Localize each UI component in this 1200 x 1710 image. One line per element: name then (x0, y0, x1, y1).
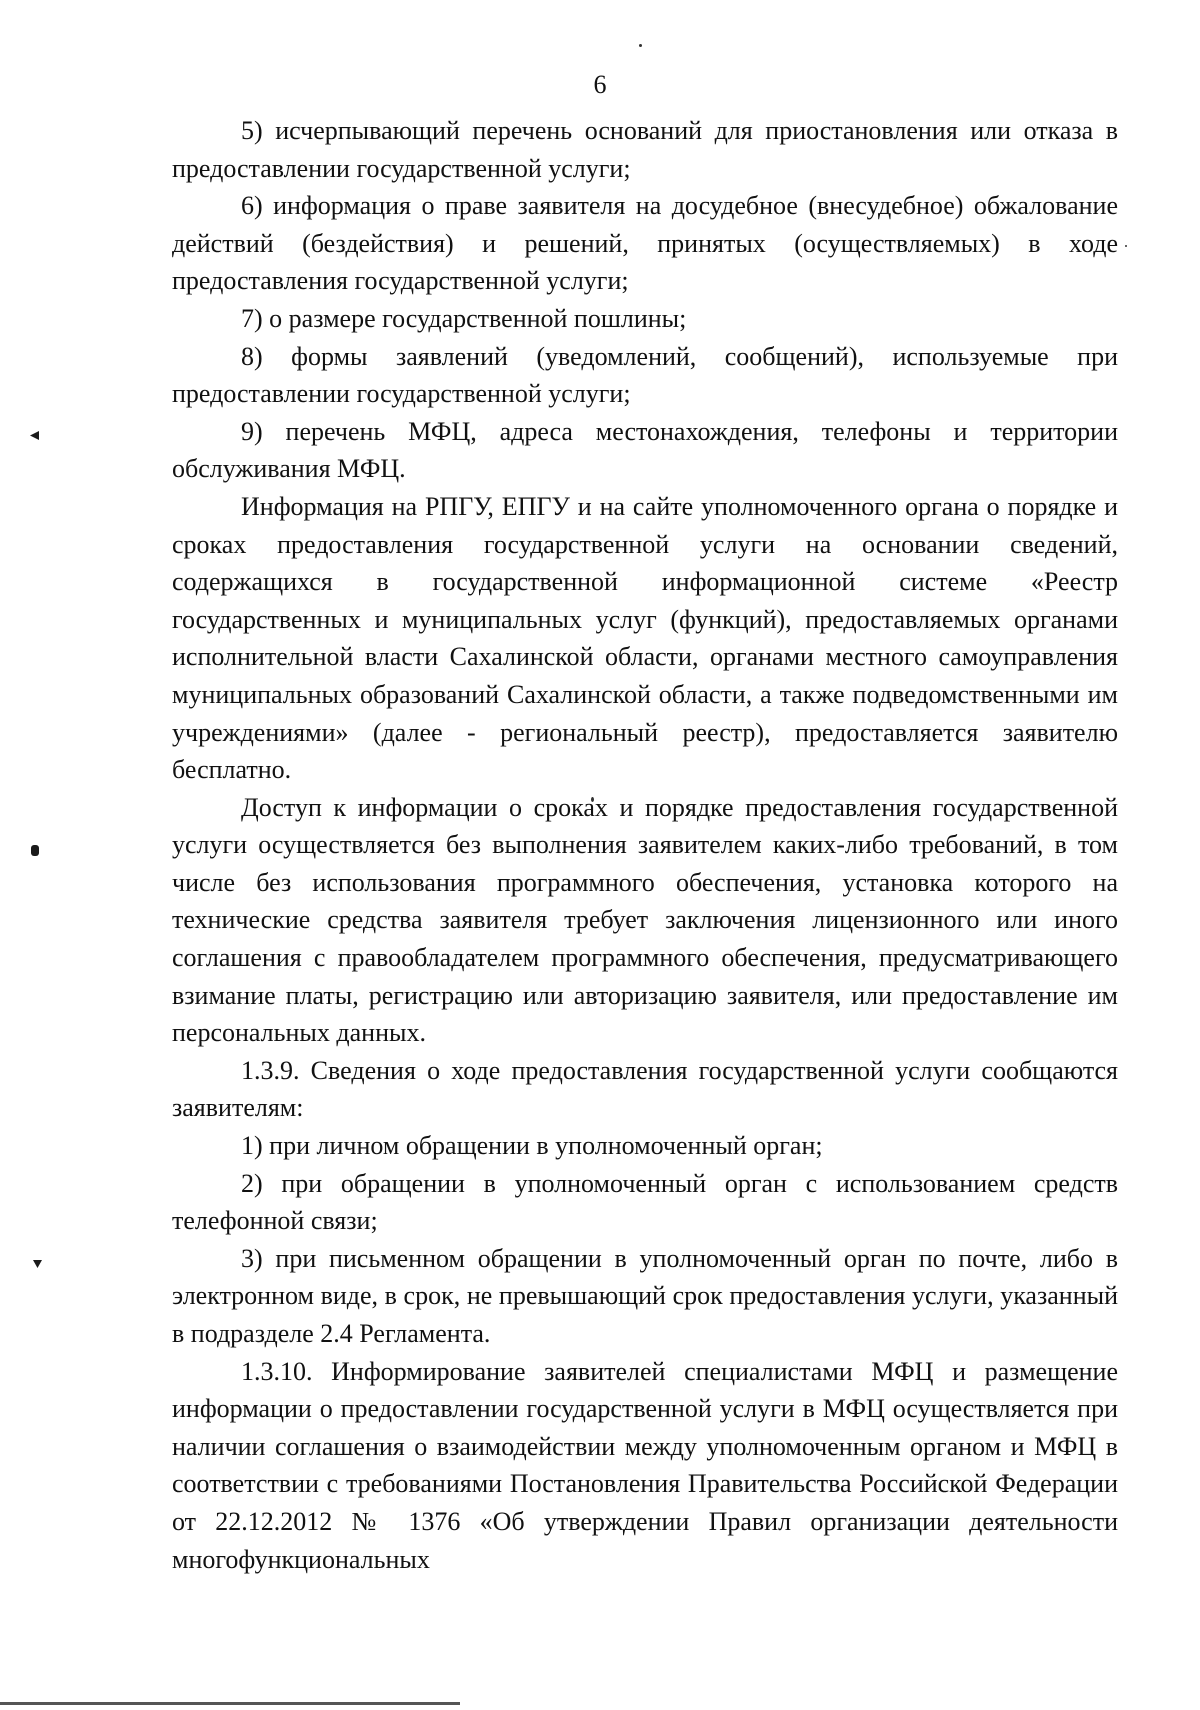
paragraph-access: Доступ к информации о сроках и порядке предоставления государственной услуги осуществляется без выполнения заявителем каких-либо требований, в том числе без использования программного обеспечения, установка которого на технические средства заявителя требует заключения лицензионного или иного соглашения с правообладателем программного обеспечения, предусматривающего взимание платы, регистрацию или авторизацию заявителя, или предоставление им персональных данных. (172, 792, 1118, 1048)
document-body (172, 112, 1118, 1578)
margin-dot-mark (31, 845, 39, 856)
list-item-8: 8) формы заявлений (уведомлений, сообщений), используемые при предоставлении государственной услуги; (172, 341, 1118, 409)
margin-triangle-mark (30, 431, 39, 440)
section-1-3-10: 1.3.10. Информирование заявителей специалистами МФЦ и размещение информации о предоставлении государственной услуги в МФЦ осуществляется при наличии соглашения о взаимодействии между уполномоченным органом и МФЦ в соответствии с требованиями Постановления Правительства Российской Федерации от 22.12.2012 № 1376 «Об утверждении Правил организации деятельности многофункциональных (172, 1356, 1118, 1574)
margin-down-triangle-mark (33, 1260, 42, 1268)
section-1-3-9: 1.3.9. Сведения о ходе предоставления государственной услуги сообщаются заявителям: (172, 1055, 1118, 1123)
list-item-2: 2) при обращении в уполномоченный орган с использованием средств телефонной связи; (172, 1168, 1118, 1236)
scan-speck (639, 44, 642, 47)
scan-edge-line (0, 1702, 460, 1705)
list-item-9: 9) перечень МФЦ, адреса местонахождения, телефоны и территории обслуживания МФЦ. (172, 416, 1118, 484)
page-number: 6 (593, 70, 607, 99)
list-item-6: 6) информация о праве заявителя на досудебное (внесудебное) обжалование действий (бездействия) и решений, принятых (осуществляемых) в ходе предоставления государственной услуги; (172, 191, 1118, 296)
list-item-5: 5) исчерпывающий перечень оснований для приостановления или отказа в предоставлении государственной услуги; (172, 116, 1118, 183)
list-item-3: 3) при письменном обращении в уполномоченный орган по почте, либо в электронном виде, в срок, не превышающий срок предоставления услуги, указанный в подразделе 2.4 Регламента. (172, 1243, 1118, 1348)
paragraph-information: Информация на РПГУ, ЕПГУ и на сайте уполномоченного органа о порядке и сроках предоставления государственной услуги на основании сведений, содержащихся в государственной информационной системе «Реестр государственных и муниципальных услуг (функций), предоставляемых органами исполнительной власти Сахалинской области, органами местного самоуправления муниципальных образований Сахалинской области, а также подведомственными им учреждениями» (далее - региональный реестр), предоставляется заявителю бесплатно. (172, 491, 1118, 785)
list-item-1: 1) при личном обращении в уполномоченный орган; (241, 1131, 823, 1161)
scan-speck (1125, 245, 1127, 247)
list-item-7: 7) о размере государственной пошлины; (241, 303, 687, 333)
